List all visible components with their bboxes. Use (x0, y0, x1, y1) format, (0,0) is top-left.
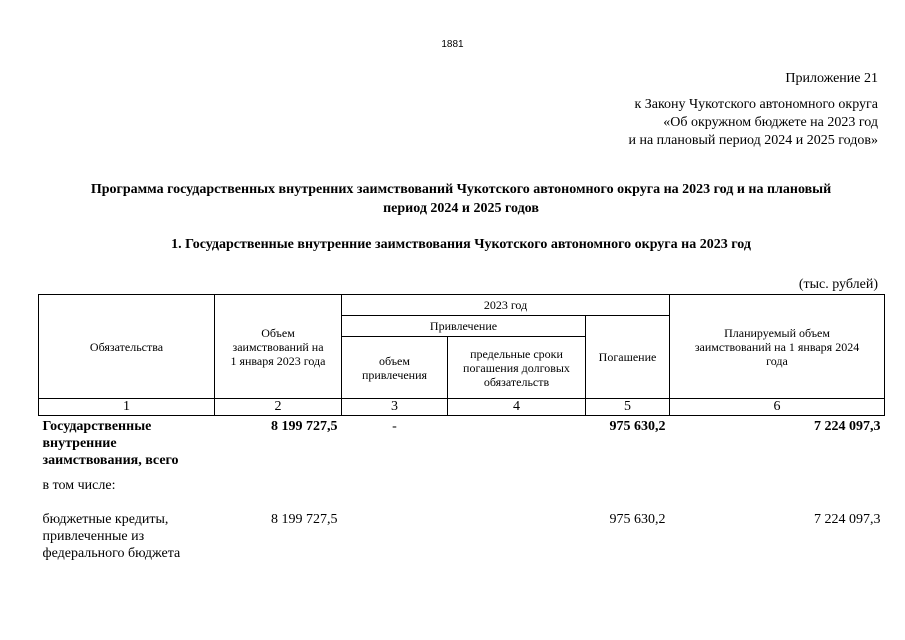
header-year: 2023 год (342, 295, 670, 316)
row-budget-credits-repayment: 975 630,2 (609, 512, 666, 527)
row-total-deadline (448, 416, 586, 472)
row-budget-credits-name: бюджетные кредиты, привлеченные из федерального бюджета (42, 512, 181, 561)
header-attraction: Привлечение (342, 316, 586, 337)
column-number: 4 (448, 399, 586, 416)
header-attraction-volume: объем привлечения (342, 337, 448, 399)
column-number: 6 (670, 399, 885, 416)
header-volume-start: Объем заимствований на 1 января 2023 года (215, 295, 342, 399)
units-label: (тыс. рублей) (798, 277, 878, 292)
program-title-line: период 2024 и 2025 годов (383, 201, 539, 216)
appendix-title: Приложение 21 (785, 71, 878, 86)
row-including-label: в том числе: (42, 478, 116, 493)
column-number: 2 (215, 399, 342, 416)
header-obligations: Обязательства (39, 295, 215, 399)
appendix-header (628, 70, 878, 150)
header-planned: Планируемый объем заимствований на 1 января 2024 года (670, 295, 885, 399)
row-budget-credits-attraction-volume (342, 509, 448, 564)
column-number: 3 (342, 399, 448, 416)
table-row-total (39, 416, 885, 472)
row-total-volume-start: 8 199 727,5 (271, 419, 338, 434)
row-budget-credits-volume-start: 8 199 727,5 (271, 512, 338, 527)
appendix-law-line: и на плановый период 2024 и 2025 годов» (628, 133, 878, 148)
table-row-budget-credits (39, 509, 885, 564)
column-number: 5 (586, 399, 670, 416)
borrowings-table (38, 294, 885, 564)
column-numbers-row (39, 399, 885, 416)
program-title (40, 180, 882, 218)
table-row-including (39, 471, 885, 509)
row-total-name: Государственные внутренние заимствования, всего (42, 419, 179, 468)
row-total-repayment: 975 630,2 (609, 419, 666, 434)
header-repayment: Погашение (586, 316, 670, 399)
row-budget-credits-planned: 7 224 097,3 (814, 512, 881, 527)
row-budget-credits-deadline (448, 509, 586, 564)
row-total-planned: 7 224 097,3 (814, 419, 881, 434)
appendix-law-line: «Об окружном бюджете на 2023 год (663, 115, 878, 130)
column-number: 1 (39, 399, 215, 416)
appendix-law-line: к Закону Чукотского автономного округа (634, 97, 878, 112)
program-title-line: Программа государственных внутренних заимствований Чукотского автономного округа на 2023 год и на плановый (90, 182, 832, 197)
row-total-attraction-volume: - (392, 419, 397, 434)
section-title: 1. Государственные внутренние заимствования Чукотского автономного округа на 2023 год (171, 237, 751, 252)
page-number: 1881 (441, 39, 464, 50)
header-deadlines: предельные сроки погашения долговых обязательств (448, 337, 586, 399)
